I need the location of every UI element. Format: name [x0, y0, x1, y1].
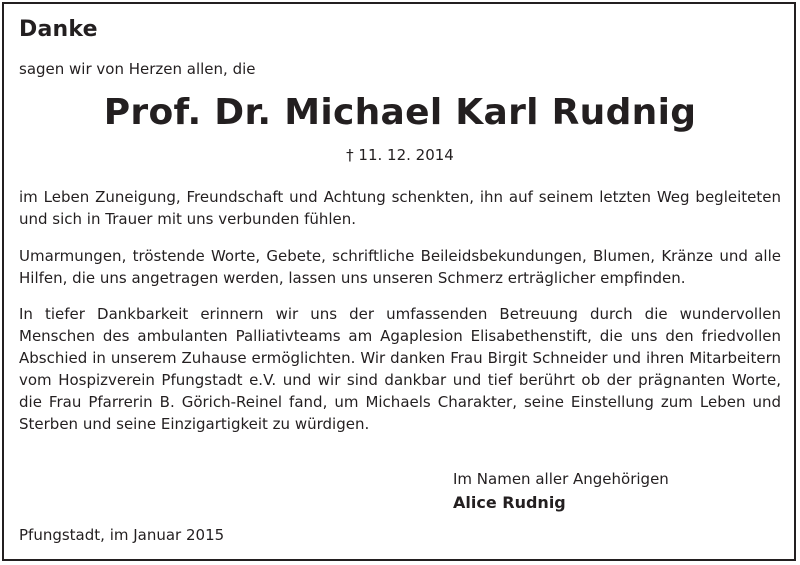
signoff-line: Im Namen aller Angehörigen — [453, 470, 669, 488]
paragraph-gratitude: In tiefer Dankbarkeit erinnern wir uns der umfassenden Betreuung durch die wundervollen Menschen des ambulanten Palliativteams am Agaplesion Elisabethenstift, die uns den friedvollen Abschied in unserem Zuhause ermöglichten. Wir danken Frau Birgit Schneider und ihren Mitarbeitern vom Hospizverein Pfungstadt e.V. und wir sind dankbar und tief berührt ob der prägnanten Worte, die Frau Pfarrerin B. Görich-Reinel fand, um Michaels Charakter, seine Einstellung zum Leben und Sterben und seine Einzigartigkeit zu würdigen. — [19, 305, 781, 433]
paragraph-condolences: Umarmungen, tröstende Worte, Gebete, schriftliche Beileidsbekundungen, Blumen, Kränze und alle Hilfen, die uns angetragen werden, lassen uns unseren Schmerz erträglicher empfinden. — [19, 247, 781, 287]
deceased-name: Prof. Dr. Michael Karl Rudnig — [103, 92, 697, 133]
heading: Danke — [19, 17, 98, 42]
signoff — [453, 468, 669, 514]
place-date: Pfungstadt, im Januar 2015 — [19, 526, 225, 544]
signer-name: Alice Rudnig — [453, 493, 566, 512]
intro-line: sagen wir von Herzen allen, die — [19, 60, 256, 78]
paragraph-thanks: im Leben Zuneigung, Freundschaft und Achtung schenkten, ihn auf seinem letzten Weg begleiteten und sich in Trauer mit uns verbunden fühlen. — [19, 188, 781, 228]
death-date: † 11. 12. 2014 — [346, 146, 454, 164]
